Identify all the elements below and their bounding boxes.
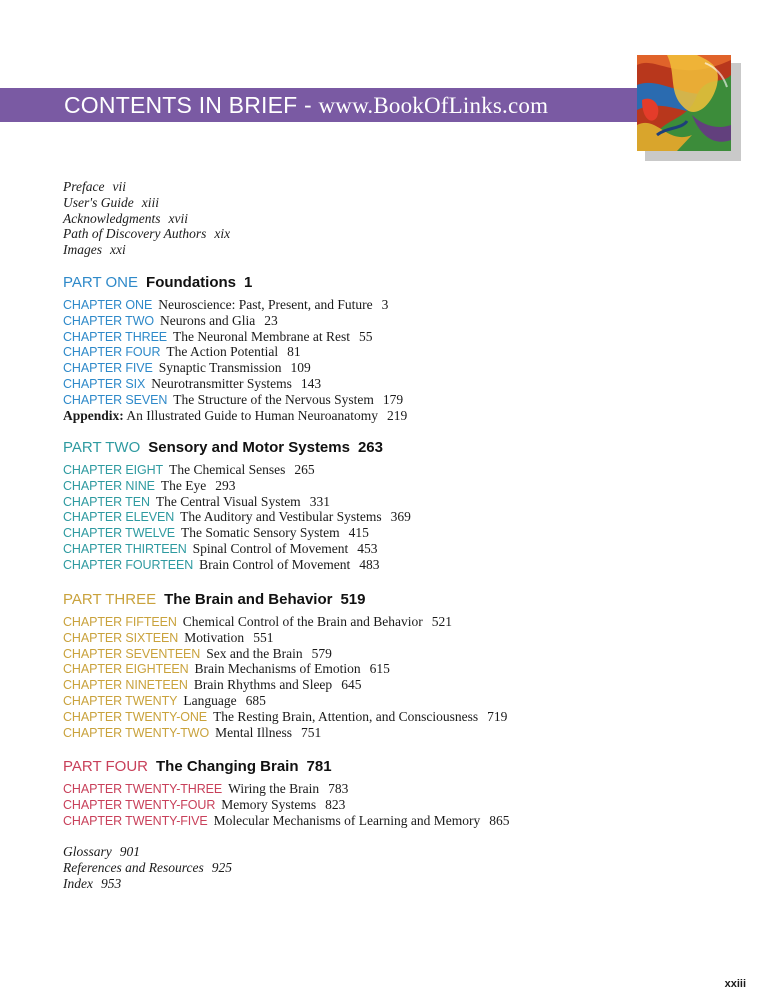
- entry-title: Acknowledgments: [63, 210, 161, 226]
- chapter-label: CHAPTER TWENTY: [63, 693, 178, 708]
- chapter-page: 179: [382, 391, 404, 407]
- part-heading[interactable]: [63, 757, 509, 781]
- chapter-item[interactable]: [63, 494, 411, 510]
- chapter-item[interactable]: [63, 813, 509, 829]
- chapter-item[interactable]: [63, 360, 407, 376]
- chapter-page: 579: [311, 645, 332, 661]
- chapter-title: The Eye: [160, 477, 207, 493]
- appendix-label: Appendix:: [63, 407, 124, 423]
- chapter-label: CHAPTER NINE: [63, 478, 155, 493]
- chapter-page: 143: [300, 375, 322, 391]
- page-title-lead: CONTENTS IN BRIEF -: [64, 92, 319, 118]
- chapter-title: Language: [183, 692, 237, 708]
- chapter-title: The Central Visual System: [155, 493, 301, 509]
- entry-page: 953: [100, 875, 122, 891]
- chapter-page: 55: [358, 328, 373, 344]
- part-one-section: [63, 273, 407, 423]
- chapter-title: Molecular Mechanisms of Learning and Memory: [213, 812, 481, 828]
- chapter-item[interactable]: [63, 693, 507, 709]
- chapter-page: 369: [390, 509, 411, 525]
- part-label: PART THREE: [63, 591, 157, 608]
- page-title: [64, 92, 548, 119]
- chapter-page: 81: [287, 344, 301, 360]
- chapter-page: 293: [215, 477, 236, 493]
- entry-title: Index: [63, 875, 93, 891]
- back-matter-item[interactable]: [63, 860, 232, 876]
- chapter-title: Wiring the Brain: [228, 781, 320, 796]
- chapter-label: CHAPTER SEVENTEEN: [63, 646, 201, 661]
- chapter-title: The Chemical Senses: [169, 462, 286, 477]
- chapter-item[interactable]: [63, 525, 411, 541]
- chapter-label: CHAPTER TWENTY-ONE: [63, 709, 208, 724]
- part-title: Sensory and Motor Systems: [148, 439, 350, 456]
- chapter-label: CHAPTER TWENTY-FIVE: [63, 813, 208, 828]
- chapter-page: 719: [487, 708, 508, 724]
- chapter-label: CHAPTER TWENTY-THREE: [63, 782, 223, 796]
- chapter-title: Mental Illness: [215, 724, 292, 740]
- entry-page: xxi: [110, 242, 126, 258]
- entry-page: xvii: [168, 210, 188, 226]
- chapter-item[interactable]: [63, 376, 407, 392]
- entry-page: xix: [214, 226, 231, 242]
- chapter-title: The Action Potential: [166, 344, 279, 360]
- part-label: PART TWO: [63, 439, 141, 456]
- chapter-label: CHAPTER FOURTEEN: [63, 557, 194, 572]
- entry-page: xiii: [141, 194, 160, 210]
- chapter-label: CHAPTER FIVE: [63, 361, 153, 376]
- part-title: The Changing Brain: [156, 758, 299, 775]
- part-heading[interactable]: [63, 438, 411, 462]
- chapter-label: CHAPTER ONE: [63, 298, 153, 312]
- chapter-item[interactable]: [63, 344, 407, 360]
- back-matter-item[interactable]: [63, 876, 232, 892]
- chapter-item[interactable]: [63, 630, 507, 646]
- chapter-label: CHAPTER TWO: [63, 313, 155, 328]
- chapter-title: Brain Mechanisms of Emotion: [194, 661, 361, 677]
- chapter-title: Neuroscience: Past, Present, and Future: [158, 297, 373, 312]
- chapter-title: The Structure of the Nervous System: [173, 391, 374, 407]
- chapter-item[interactable]: [63, 329, 407, 345]
- chapter-label: CHAPTER SIX: [63, 376, 146, 391]
- chapter-page: 521: [431, 614, 452, 629]
- entry-page: 925: [211, 859, 232, 875]
- chapter-page: 551: [253, 629, 274, 645]
- chapter-label: CHAPTER EIGHT: [63, 463, 164, 477]
- chapter-label: CHAPTER SIXTEEN: [63, 630, 179, 645]
- chapter-page: 865: [489, 812, 510, 828]
- part-label: PART FOUR: [63, 758, 149, 775]
- chapter-item[interactable]: [63, 509, 411, 525]
- front-matter-list: [63, 179, 230, 258]
- part-label: PART ONE: [63, 274, 139, 291]
- chapter-item[interactable]: [63, 781, 509, 797]
- chapter-label: CHAPTER THREE: [63, 329, 168, 344]
- chapter-title: Neurons and Glia: [160, 312, 256, 328]
- chapter-title: The Somatic Sensory System: [181, 525, 340, 541]
- back-matter-item[interactable]: [63, 844, 232, 860]
- chapter-item[interactable]: [63, 614, 507, 630]
- chapter-page: 685: [245, 692, 266, 708]
- chapter-title: The Resting Brain, Attention, and Consciousness: [213, 708, 479, 724]
- chapter-item[interactable]: [63, 297, 407, 313]
- chapter-page: 751: [301, 724, 322, 740]
- entry-title: Preface: [63, 179, 105, 194]
- chapter-title: Sex and the Brain: [206, 645, 303, 661]
- part-three-section: [63, 590, 507, 740]
- chapter-page: 331: [309, 493, 330, 509]
- entry-title: Path of Discovery Authors: [63, 226, 207, 242]
- chapter-page: 265: [294, 462, 315, 477]
- chapter-label: CHAPTER FOUR: [63, 345, 161, 360]
- part-heading[interactable]: [63, 590, 507, 614]
- entry-title: User's Guide: [63, 194, 134, 210]
- abstract-painting-image: [637, 55, 731, 151]
- part-page: 519: [340, 591, 366, 608]
- chapter-title: Chemical Control of the Brain and Behavior: [182, 614, 423, 629]
- chapter-page: 109: [290, 360, 311, 376]
- entry-title: Glossary: [63, 844, 112, 859]
- chapter-label: CHAPTER ELEVEN: [63, 510, 175, 525]
- header-banner: [0, 88, 700, 122]
- chapter-page: 823: [325, 796, 346, 812]
- front-matter-item[interactable]: [63, 195, 230, 211]
- chapter-item[interactable]: [63, 541, 411, 557]
- chapter-title: Motivation: [184, 629, 245, 645]
- chapter-page: 645: [341, 677, 362, 693]
- front-matter-item[interactable]: [63, 226, 230, 242]
- part-four-section: [63, 757, 509, 828]
- chapter-page: 783: [328, 781, 349, 796]
- chapter-item[interactable]: [63, 797, 509, 813]
- part-page: 781: [306, 758, 332, 775]
- chapter-title: The Auditory and Vestibular Systems: [180, 509, 382, 525]
- page-number: xxiii: [724, 978, 746, 990]
- chapter-label: CHAPTER FIFTEEN: [63, 615, 177, 629]
- chapter-title: Brain Control of Movement: [199, 556, 351, 572]
- chapter-label: CHAPTER TWELVE: [63, 526, 176, 541]
- entry-page: 901: [119, 844, 141, 859]
- front-matter-item[interactable]: [63, 179, 230, 195]
- chapter-title: The Neuronal Membrane at Rest: [173, 328, 350, 344]
- appendix-title: An Illustrated Guide to Human Neuroanatomy: [126, 407, 378, 423]
- entry-title: References and Resources: [63, 859, 204, 875]
- chapter-title: Spinal Control of Movement: [192, 540, 349, 556]
- back-matter-list: [63, 844, 232, 891]
- chapter-page: 453: [357, 540, 378, 556]
- part-page: 1: [244, 274, 253, 291]
- chapter-item[interactable]: [63, 646, 507, 662]
- part-title: The Brain and Behavior: [164, 591, 333, 608]
- chapter-label: CHAPTER TWENTY-FOUR: [63, 797, 216, 812]
- front-matter-item[interactable]: [63, 242, 230, 258]
- chapter-title: Brain Rhythms and Sleep: [193, 677, 333, 693]
- chapter-title: Memory Systems: [221, 796, 317, 812]
- chapter-label: CHAPTER THIRTEEN: [63, 541, 187, 556]
- chapter-item[interactable]: [63, 677, 507, 693]
- entry-page: vii: [112, 179, 126, 194]
- chapter-page: 3: [381, 297, 389, 312]
- chapter-page: 415: [348, 525, 369, 541]
- chapter-item[interactable]: [63, 661, 507, 677]
- chapter-page: 483: [359, 556, 380, 572]
- part-two-section: [63, 438, 411, 573]
- chapter-label: CHAPTER EIGHTEEN: [63, 662, 189, 677]
- chapter-label: CHAPTER SEVEN: [63, 392, 168, 407]
- chapter-page: 615: [369, 661, 390, 677]
- chapter-item[interactable]: [63, 478, 411, 494]
- part-title: Foundations: [146, 274, 237, 291]
- chapter-item[interactable]: [63, 709, 507, 725]
- appendix-page: 219: [387, 407, 408, 423]
- chapter-item[interactable]: [63, 392, 407, 408]
- appendix-item[interactable]: [63, 408, 407, 424]
- part-heading[interactable]: [63, 273, 407, 297]
- front-matter-item[interactable]: [63, 211, 230, 227]
- chapter-title: Synaptic Transmission: [158, 360, 282, 376]
- chapter-item[interactable]: [63, 462, 411, 478]
- chapter-item[interactable]: [63, 725, 507, 741]
- chapter-page: 23: [264, 312, 278, 328]
- chapter-item[interactable]: [63, 557, 411, 573]
- chapter-label: CHAPTER NINETEEN: [63, 678, 188, 693]
- entry-title: Images: [63, 242, 102, 258]
- page-title-url: www.BookOfLinks.com: [318, 93, 549, 118]
- chapter-label: CHAPTER TEN: [63, 494, 150, 509]
- chapter-item[interactable]: [63, 313, 407, 329]
- part-page: 263: [357, 439, 383, 456]
- chapter-label: CHAPTER TWENTY-TWO: [63, 725, 210, 740]
- chapter-title: Neurotransmitter Systems: [151, 375, 292, 391]
